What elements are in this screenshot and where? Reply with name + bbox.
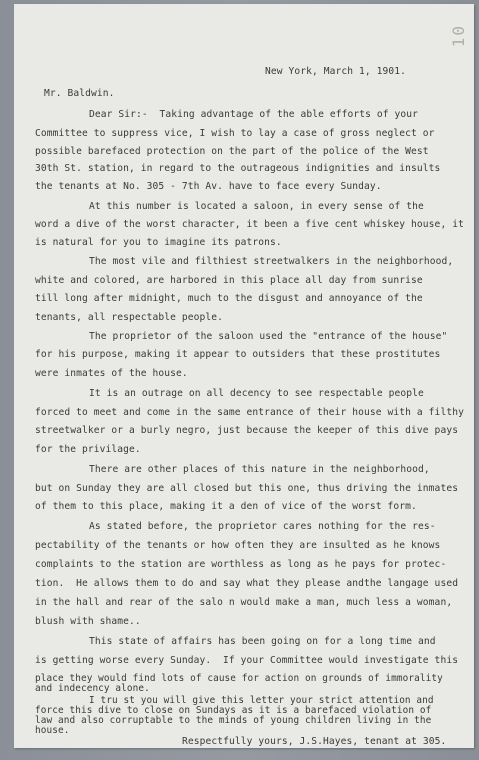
letter-line: and indecency alone. — [35, 683, 150, 694]
letter-line: There are other places of this nature in the neighborhood, — [89, 464, 430, 475]
letter-line: complaints to the station are worthless as long as he pays for protec- — [35, 559, 447, 570]
letter-line: tenants, all respectable people. — [35, 312, 224, 323]
dateline: New York, March 1, 1901. — [265, 66, 407, 77]
letter-line: house. — [35, 725, 70, 736]
letter-line: white and colored, are harbored in this place all day from sunrise — [35, 275, 423, 286]
letter-line: is getting worse every Sunday. If your Committee would investigate this — [35, 655, 459, 666]
letter-line: were inmates of the house. — [35, 368, 188, 379]
letter-line: for his purpose, making it appear to outsiders that these prostitutes — [35, 349, 441, 360]
letter-line: till long after midnight, much to the disgust and annoyance of the — [35, 293, 423, 304]
letter-line: As stated before, the proprietor cares nothing for the res- — [89, 521, 436, 532]
letter-line: is natural for you to imagine its patrons. — [35, 237, 282, 248]
letter-line: force this dive to close on Sundays as it is a barefaced violation of — [35, 705, 432, 716]
letter-line: I tru st you will give this letter your strict attention and — [89, 695, 434, 706]
letter-line: The proprietor of the saloon used the "entrance of the house" — [89, 331, 448, 342]
letter-line: Dear Sir:- Taking advantage of the able efforts of your — [89, 109, 419, 120]
letter-body — [14, 4, 474, 748]
letter-line: but on Sunday they are all closed but this one, thus driving the inmates — [35, 483, 459, 494]
folio-mark: 10 — [449, 24, 468, 48]
letter-line: It is an outrage on all decency to see respectable people — [89, 388, 424, 399]
letter-line: blush with shame.. — [35, 616, 141, 627]
letter-line: 30th St. station, in regard to the outrageous indignities and insults — [35, 163, 441, 174]
letter-line: tion. He allows them to do and say what they please andthe langage used — [35, 578, 459, 589]
letter-line: place they would find lots of cause for action on grounds of immorality — [35, 673, 443, 684]
letter-line: streetwalker or a burly negro, just because the keeper of this dive pays — [35, 425, 459, 436]
letter-line: for the privilage. — [35, 444, 141, 455]
letter-line: law and also corruptable to the minds of young children living in the — [35, 715, 432, 726]
letter-line: the tenants at No. 305 - 7th Av. have to face every Sunday. — [35, 181, 382, 192]
letter-line: This state of affairs has been going on for a long time and — [89, 636, 436, 647]
letter-line: At this number is located a saloon, in every sense of the — [89, 201, 424, 212]
closing-signature: Respectfully yours, J.S.Hayes, tenant at 305. — [182, 736, 447, 747]
letter-line: of them to this place, making it a den of vice of the worst form. — [35, 501, 417, 512]
letter-page — [14, 4, 474, 748]
letter-line: possible barefaced protection on the part of the police of the West — [35, 146, 429, 157]
salutation: Mr. Baldwin. — [44, 88, 115, 99]
letter-line: Committee to suppress vice, I wish to lay a case of gross neglect or — [35, 128, 435, 139]
letter-line: pectability of the tenants or how often they are insulted as he knows — [35, 540, 441, 551]
letter-line: forced to meet and come in the same entrance of their house with a filthy — [35, 407, 464, 418]
letter-line: in the hall and rear of the salo n would make a man, much less a woman, — [35, 597, 453, 608]
letter-line: word a dive of the worst character, it been a five cent whiskey house, it — [35, 219, 464, 230]
letter-line: The most vile and filthiest streetwalkers in the neighborhood, — [89, 256, 454, 267]
